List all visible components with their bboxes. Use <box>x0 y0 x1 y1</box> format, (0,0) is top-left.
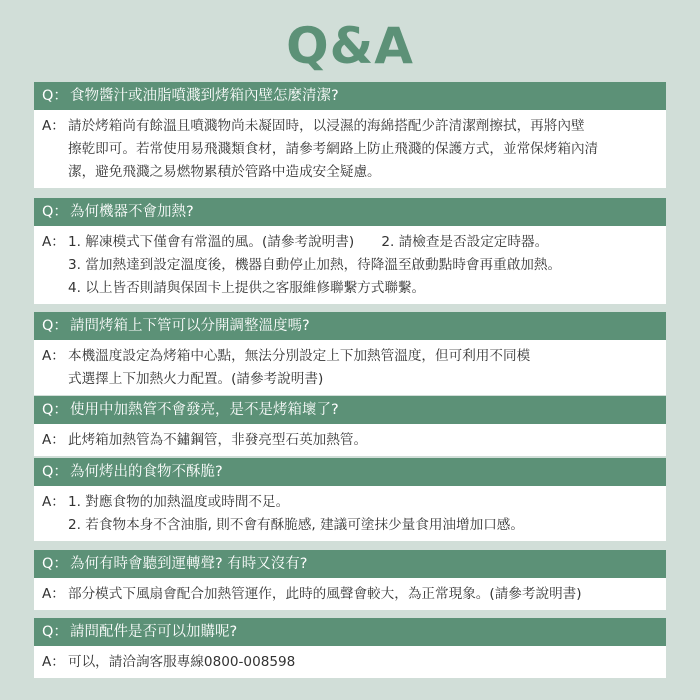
question-text: 使用中加熱管不會發亮，是不是烤箱壞了? <box>70 402 339 418</box>
qa-item-7 <box>34 618 666 678</box>
answer-box <box>34 578 666 610</box>
question-bar <box>34 82 666 110</box>
qa-item-4 <box>34 396 666 456</box>
question-bar <box>34 198 666 226</box>
question-prefix: Q： <box>42 88 68 104</box>
answer-line: 部分模式下風扇會配合加熱管運作，此時的風聲會較大，為正常現象。(請參考說明書) <box>68 586 582 602</box>
qa-item-5 <box>34 458 666 541</box>
question-prefix: Q： <box>42 318 68 334</box>
answer-line: 可以，請洽詢客服專線0800-008598 <box>68 654 296 670</box>
qa-item-3 <box>34 312 666 395</box>
answer-prefix: A： <box>42 432 65 448</box>
answer-line: 擦乾即可。若常使用易飛濺類食材，請參考網路上防止飛濺的保護方式，並常保烤箱內清 <box>68 141 599 157</box>
answer-prefix: A： <box>42 234 65 250</box>
question-bar <box>34 396 666 424</box>
answer-line: 2. 若食物本身不含油脂, 則不會有酥脆感, 建議可塗抹少量食用油增加口感。 <box>68 517 524 533</box>
question-text: 為何有時會聽到運轉聲? 有時又沒有? <box>70 556 308 572</box>
answer-line: 潔，避免飛濺之易燃物累積於管路中造成安全疑慮。 <box>68 164 381 180</box>
answer-prefix: A： <box>42 118 65 134</box>
answer-prefix: A： <box>42 348 65 364</box>
answer-box <box>34 424 666 456</box>
question-text: 為何烤出的食物不酥脆? <box>70 464 223 480</box>
question-bar <box>34 550 666 578</box>
answer-line: 4. 以上皆否則請與保固卡上提供之客服維修聯繫方式聯繫。 <box>68 280 426 296</box>
answer-box <box>34 110 666 188</box>
qa-item-6 <box>34 550 666 610</box>
answer-prefix: A： <box>42 586 65 602</box>
question-prefix: Q： <box>42 556 68 572</box>
question-text: 食物醬汁或油脂噴濺到烤箱內壁怎麼清潔? <box>70 88 339 104</box>
question-prefix: Q： <box>42 464 68 480</box>
question-prefix: Q： <box>42 624 68 640</box>
answer-line: 請於烤箱尚有餘溫且噴濺物尚未凝固時，以浸濕的海綿搭配少許清潔劑擦拭，再將內壁 <box>68 118 585 134</box>
question-bar <box>34 618 666 646</box>
answer-line: 1. 對應食物的加熱溫度或時間不足。 <box>68 494 290 510</box>
answer-box <box>34 340 666 395</box>
question-text: 為何機器不會加熱? <box>70 204 194 220</box>
answer-prefix: A： <box>42 654 65 670</box>
question-bar <box>34 458 666 486</box>
page-title: Q&A <box>286 17 414 75</box>
answer-box <box>34 646 666 678</box>
question-text: 請問配件是否可以加購呢? <box>70 624 238 640</box>
qa-item-1 <box>34 82 666 188</box>
answer-line: 本機溫度設定為烤箱中心點，無法分別設定上下加熱管溫度，但可利用不同模 <box>68 348 531 364</box>
question-prefix: Q： <box>42 204 68 220</box>
answer-prefix: A： <box>42 494 65 510</box>
question-prefix: Q： <box>42 402 68 418</box>
answer-line: 1. 解凍模式下僅會有常溫的風。(請參考說明書) 2. 請檢查是否設定定時器。 <box>68 234 549 250</box>
answer-line: 此烤箱加熱管為不鏽鋼管，非發亮型石英加熱管。 <box>68 432 368 448</box>
qa-item-2 <box>34 198 666 304</box>
question-bar <box>34 312 666 340</box>
answer-line: 式選擇上下加熱火力配置。(請參考說明書) <box>68 371 324 387</box>
answer-box <box>34 226 666 304</box>
answer-line: 3. 當加熱達到設定溫度後，機器自動停止加熱，待降溫至啟動點時會再重啟加熱。 <box>68 257 562 273</box>
answer-box <box>34 486 666 541</box>
question-text: 請問烤箱上下管可以分開調整溫度嗎? <box>70 318 310 334</box>
